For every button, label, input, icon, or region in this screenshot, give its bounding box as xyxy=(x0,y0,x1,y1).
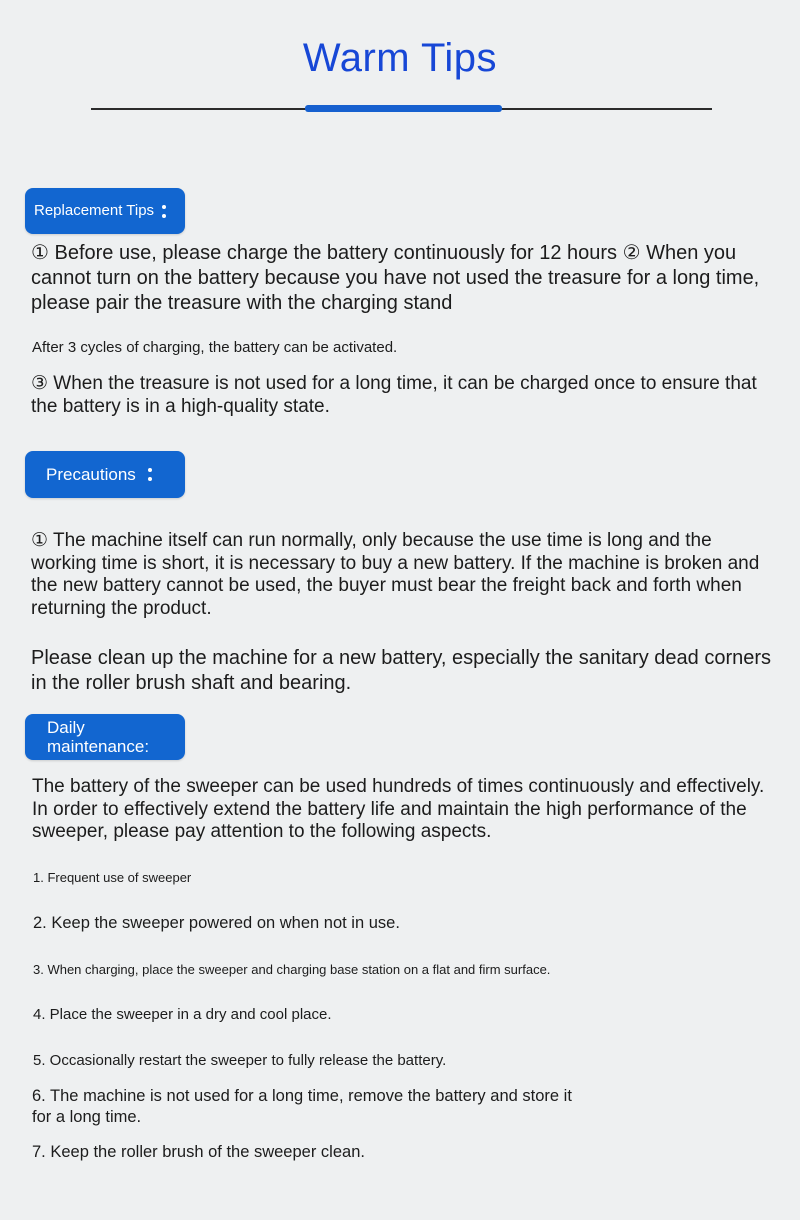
title-divider-accent xyxy=(305,105,502,112)
list-item: 1. Frequent use of sweeper xyxy=(33,870,192,885)
list-item: 6. The machine is not used for a long time, remove the battery and store it for a long time. xyxy=(32,1087,572,1126)
list-item: 7. Keep the roller brush of the sweeper clean. xyxy=(32,1143,365,1161)
colon-icon xyxy=(148,468,152,481)
maintenance-intro: The battery of the sweeper can be used hundreds of times continuously and effectively. In order to effectively extend the battery life and maintain the high performance of the sweeper, please pay attention to the following aspects. xyxy=(32,776,765,842)
replacement-tip-3: ③ When the treasure is not used for a long time, it can be charged once to ensure that the battery is in a high-quality state. xyxy=(31,373,757,417)
precaution-1: ① The machine itself can run normally, only because the use time is long and the working time is short, it is necessary to buy a new battery. If the machine is broken and the new battery cannot be used, the buyer must bear the freight back and forth when returning the product. xyxy=(31,530,760,619)
replacement-tip-1: ① Before use, please charge the battery continuously for 12 hours ② When you cannot turn on the battery because you have not used the treasure for a long time, please pair the treasure with the charging stand xyxy=(31,242,760,314)
page-title: Warm Tips xyxy=(302,36,498,80)
colon-icon xyxy=(162,205,166,218)
list-item: 3. When charging, place the sweeper and charging base station on a flat and firm surface. xyxy=(33,962,551,977)
list-item: 5. Occasionally restart the sweeper to fully release the battery. xyxy=(33,1052,447,1069)
list-item: 4. Place the sweeper in a dry and cool place. xyxy=(33,1006,332,1023)
daily-maintenance-badge xyxy=(25,714,185,760)
precautions-badge xyxy=(25,451,185,498)
replacement-tip-note: After 3 cycles of charging, the battery can be activated. xyxy=(32,339,398,356)
replacement-tips-label: Replacement Tips xyxy=(34,202,155,219)
replacement-tips-badge xyxy=(25,188,185,234)
list-item: 2. Keep the sweeper powered on when not in use. xyxy=(33,914,400,932)
daily-maintenance-label: Daily maintenance: xyxy=(47,718,150,756)
precautions-label: Precautions xyxy=(46,464,136,484)
precaution-2: Please clean up the machine for a new battery, especially the sanitary dead corners in the roller brush shaft and bearing. xyxy=(31,647,772,694)
